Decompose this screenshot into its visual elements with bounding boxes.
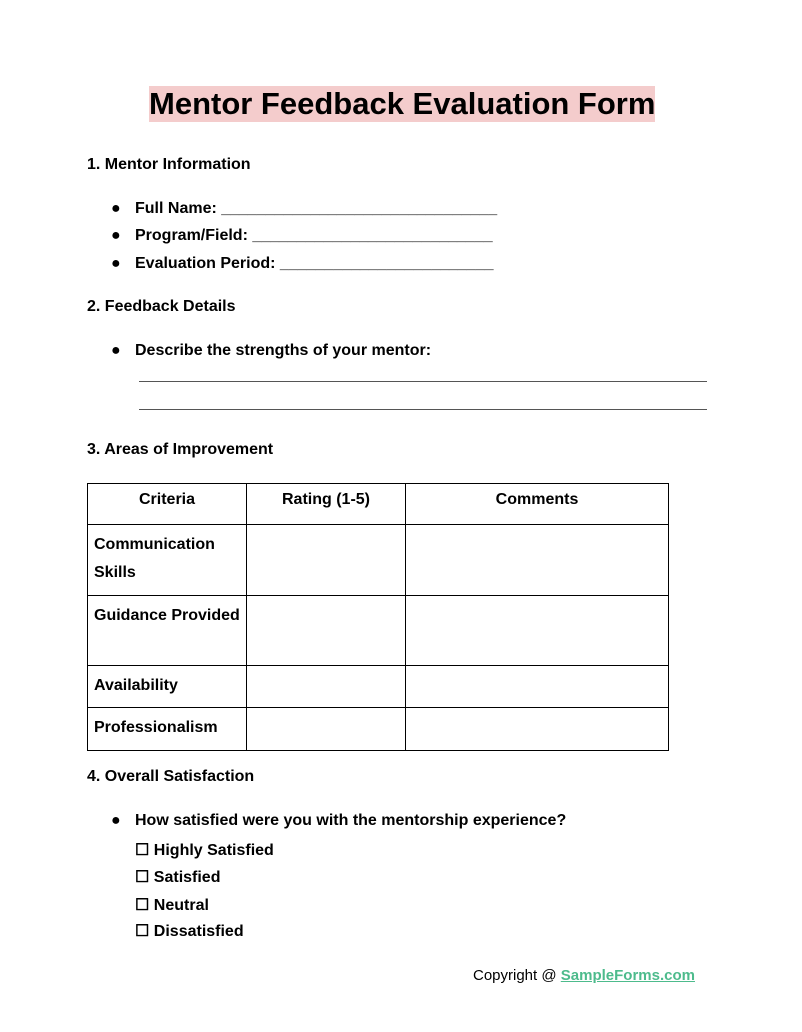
option-dissatisfied[interactable]: ☐ Dissatisfied (135, 923, 244, 940)
field-full-name[interactable]: ● Full Name: _______________________________ (111, 200, 498, 217)
comments-cell[interactable] (406, 596, 669, 666)
section-heading: 1. Mentor Information (87, 156, 251, 173)
copyright-footer: Copyright @ SampleForms.com (473, 967, 695, 984)
criteria-cell: Professionalism (88, 708, 247, 751)
field-evaluation-period[interactable]: ● Evaluation Period: ________________________ (111, 255, 494, 272)
field-program[interactable]: ● Program/Field: ___________________________ (111, 227, 493, 244)
comments-cell[interactable] (406, 666, 669, 708)
bullet-icon: ● (111, 200, 121, 217)
column-header: Comments (406, 484, 669, 525)
criteria-cell: Communication Skills (88, 525, 247, 596)
rating-cell[interactable] (247, 708, 406, 751)
answer-line[interactable] (139, 381, 707, 382)
bullet-icon: ● (111, 812, 121, 829)
satisfaction-question: ● How satisfied were you with the mentorship experience? (111, 812, 567, 829)
page-title: Mentor Feedback Evaluation Form (149, 86, 656, 121)
option-neutral[interactable]: ☐ Neutral (135, 897, 209, 914)
table-row (88, 708, 669, 751)
option-highly-satisfied[interactable]: ☐ Highly Satisfied (135, 842, 274, 859)
table-row (88, 525, 669, 596)
rating-cell[interactable] (247, 596, 406, 666)
strengths-prompt: ● Describe the strengths of your mentor: (111, 342, 432, 359)
option-satisfied[interactable]: ☐ Satisfied (135, 869, 221, 886)
rating-cell[interactable] (247, 666, 406, 708)
bullet-icon: ● (111, 255, 121, 272)
criteria-cell: Availability (88, 666, 247, 708)
section-heading: 2. Feedback Details (87, 298, 236, 315)
table-row (88, 666, 669, 708)
section-heading: 3. Areas of Improvement (87, 441, 274, 458)
bullet-icon: ● (111, 342, 121, 359)
table-row (88, 596, 669, 666)
comments-cell[interactable] (406, 708, 669, 751)
criteria-cell: Guidance Provided (88, 596, 247, 666)
section-heading: 4. Overall Satisfaction (87, 768, 255, 785)
sampleforms-link[interactable]: SampleForms.com (560, 967, 695, 984)
improvement-table (87, 483, 669, 751)
bullet-icon: ● (111, 227, 121, 244)
table-header-row (88, 484, 669, 525)
column-header: Rating (1-5) (247, 484, 406, 525)
comments-cell[interactable] (406, 525, 669, 596)
rating-cell[interactable] (247, 525, 406, 596)
answer-line[interactable] (139, 409, 707, 410)
column-header: Criteria (88, 484, 247, 525)
